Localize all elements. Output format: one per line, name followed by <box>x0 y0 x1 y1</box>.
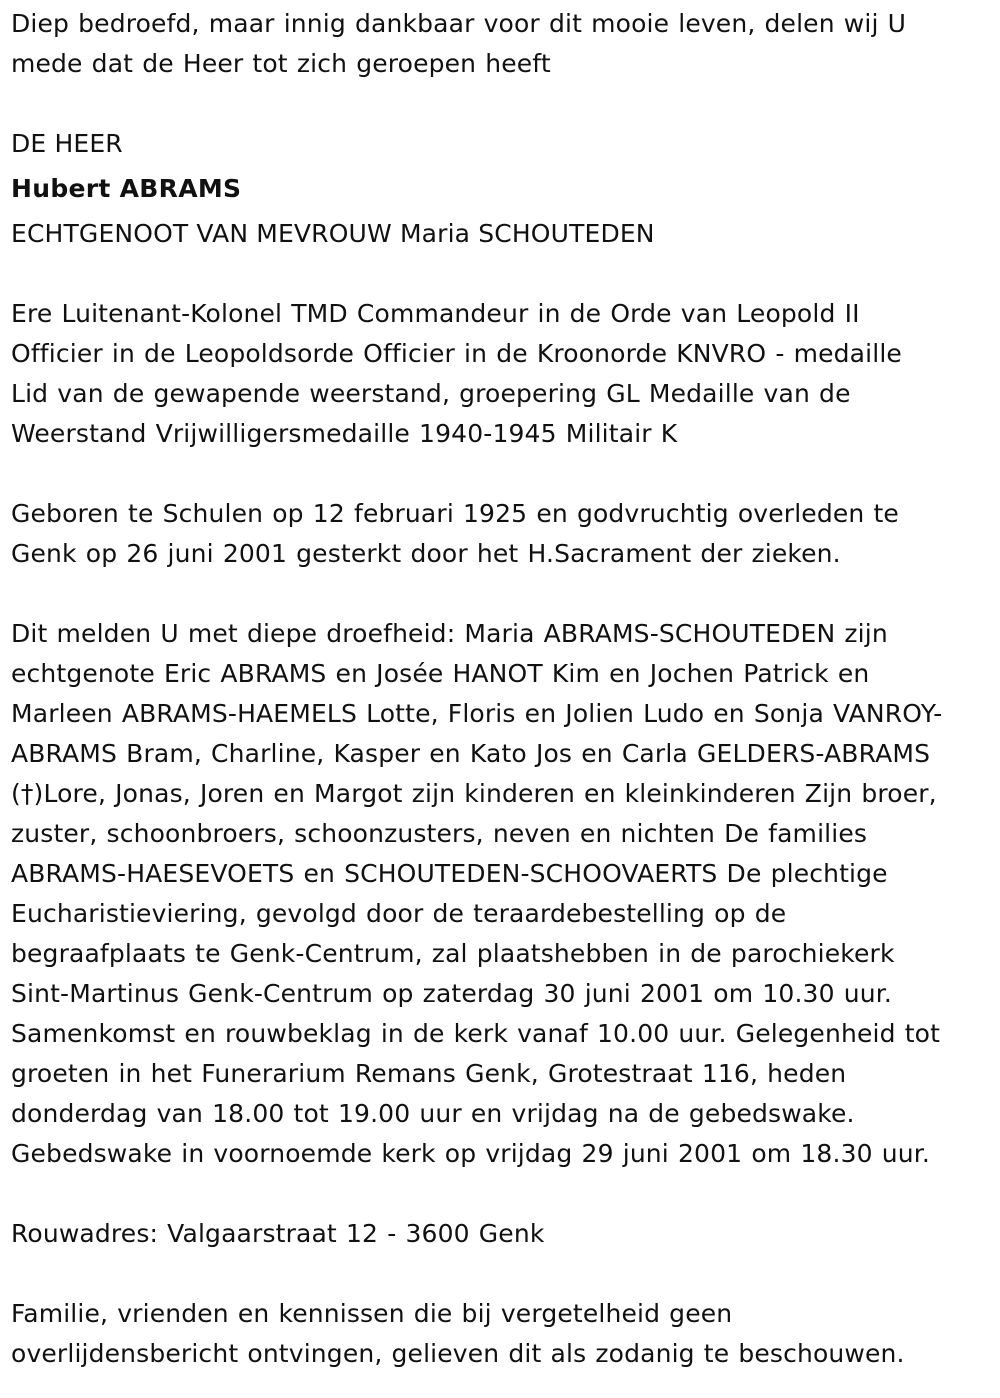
address-paragraph: Rouwadres: Valgaarstraat 12 - 3600 Genk <box>11 1219 545 1248</box>
birth-death-paragraph: Geboren te Schulen op 12 februari 1925 en godvruchtig overleden te Genk op 26 juni 2001 gesterkt door het H.Sacrament der zieken. <box>11 499 899 568</box>
closing-paragraph: Familie, vrienden en kennissen die bij vergetelheid geen overlijdensbericht ontvingen, gelieven dit als zodanig te beschouwen. <box>11 1299 905 1368</box>
spouse-line: ECHTGENOOT VAN MEVROUW Maria SCHOUTEDEN <box>11 219 655 248</box>
honorific: DE HEER <box>11 129 123 158</box>
intro-paragraph: Diep bedroefd, maar innig dankbaar voor dit mooie leven, delen wij U mede dat de Heer tot zich geroepen heeft <box>11 9 907 78</box>
titles-paragraph: Ere Luitenant-Kolonel TMD Commandeur in de Orde van Leopold II Officier in de Leopoldsorde Officier in de Kroonorde KNVRO - medaille Lid van de gewapende weerstand, groepering GL Medaille van de Weerstand Vrijwilligersmedaille 1940-1945 Militair K <box>11 299 902 448</box>
deceased-header <box>11 124 990 254</box>
family-ceremony-paragraph: Dit melden U met diepe droefheid: Maria ABRAMS-SCHOUTEDEN zijn echtgenote Eric ABRAMS en Josée HANOT Kim en Jochen Patrick en Marleen ABRAMS-HAEMELS Lotte, Floris en Jolien Ludo en Sonja VANROY- ABRAMS Bram, Charline, Kasper en Kato Jos en Carla GELDERS-ABRAMS (†)Lore, Jonas, Joren en Margot zijn kinderen en kleinkinderen Zijn broer, zuster, schoonbroers, schoonzusters, neven en nichten De families ABRAMS-HAESEVOETS en SCHOUTEDEN-SCHOOVAERTS De plechtige Eucharistieviering, gevolgd door de teraardebestelling op de begraafplaats te Genk-Centrum, zal plaatshebben in de parochiekerk Sint-Martinus Genk-Centrum op zaterdag 30 juni 2001 om 10.30 uur. Samenkomst en rouwbeklag in de kerk vanaf 10.00 uur. Gelegenheid tot groeten in het Funerarium Remans Genk, Grotestraat 116, heden donderdag van 18.00 tot 19.00 uur en vrijdag na de gebedswake. Gebedswake in voornoemde kerk op vrijdag 29 juni 2001 om 18.30 uur. <box>11 619 943 1168</box>
deceased-name: Hubert ABRAMS <box>11 174 242 203</box>
